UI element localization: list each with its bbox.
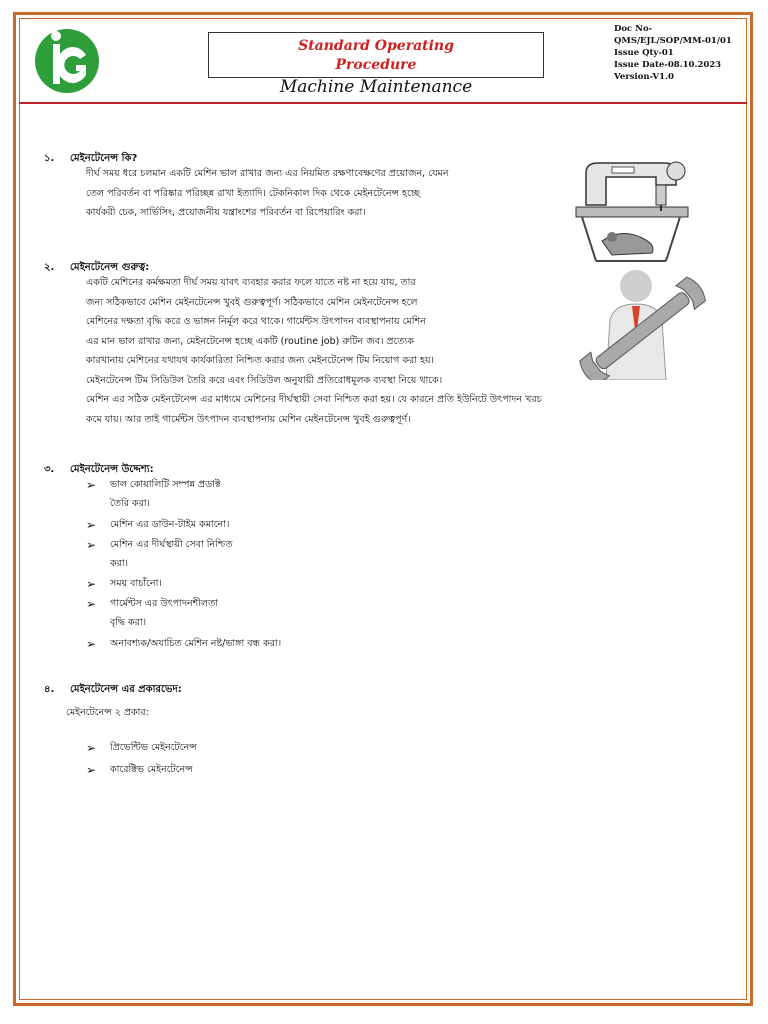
paragraph-line: একটি মেশিনের কর্মক্ষমতা দীর্ঘ সময় যাবৎ ব্যবহার করার ফলে যাতে নষ্ট না হয়ে যায়, তার — [86, 277, 416, 288]
section-title: মেইনটেনেন্স কি? — [70, 153, 138, 164]
section-3-heading — [44, 462, 154, 479]
list-item-text-continued: বৃদ্ধি করা। — [110, 617, 147, 628]
paragraph-line: জন্য সঠিকভাবে মেশিন মেইনটেনেন্স খুবই গুরুত্বপূর্ণ। সঠিকভাবে মেশিন মেইনটেনেন্স হলে — [86, 296, 418, 308]
arrow-bullet-icon: ➢ — [86, 577, 97, 591]
section-2-body — [86, 273, 616, 429]
arrow-bullet-icon: ➢ — [86, 637, 97, 651]
list-item-text: সময় বাচাঁনো। — [110, 578, 162, 589]
paragraph-line: মেইনটেনেন্স টিম সিডিউল তৈরি করে এবং সিডিউল অনুযায়ী প্রতিরোধমূলক ব্যবস্থা নিয়ে থাকে। — [86, 374, 443, 386]
arrow-bullet-icon: ➢ — [86, 597, 97, 611]
section-title: মেইনটেনেন্স এর প্রকারভেদ: — [70, 684, 182, 695]
list-item-text-continued: করা। — [110, 558, 129, 569]
issue-qty: Issue Qty-01 — [614, 48, 674, 58]
section-4-intro: মেইনটেনেন্স ২ প্রকার: — [66, 707, 149, 718]
section-title: মেইনটেনেন্স উদ্দেশ্য: — [70, 464, 154, 475]
list-item-text: কারেক্টিভ মেইনটেনেন্স — [110, 764, 193, 775]
list-item-text: মেশিন এর ডাউন-টাইম কমানো। — [110, 519, 230, 530]
title-line-1: Standard Operating — [298, 38, 454, 54]
section-title: মেইনটেনেন্স গুরুত্ব: — [70, 262, 150, 273]
list-item-text: গার্মেন্টস এর উৎপাদনশীলতা — [110, 598, 218, 609]
section-number: ২. — [44, 262, 55, 273]
paragraph-line: কমে যায়। আর তাই গার্মেন্টস উৎপাদন ব্যবস্থাপনায় মেশিন মেইনটেনেন্স খুবই গুরুত্বপূর্ণ। — [86, 413, 411, 425]
arrow-bullet-icon: ➢ — [86, 478, 97, 492]
paragraph-line: কারখানায় মেশিনের যথাযথ কার্যকারিতা নিশ্চিত করার জন্য মেইনটেনেন্স টিম নিয়োগ করা হয়। — [86, 355, 434, 366]
document-info — [614, 23, 732, 83]
paragraph-line: তেল পরিবর্তন বা পরিষ্কার পরিচ্ছন্ন রাখা ইত্যাদি। টেকনিকাল দিক থেকে মেইনটেনেন্স হচ্ছে — [86, 187, 420, 199]
paragraph-line: দীর্ঘ সময় ধরে চলমান একটি মেশিন ভাল রাখার জন্য এর নিয়মিত রক্ষণাবেক্ষণের প্রয়োজন, যেমন — [86, 168, 449, 179]
version: Version-V1.0 — [614, 72, 674, 82]
paragraph-line: মেশিন এর সঠিক মেইনটেনেন্স এর মাধ্যমে মেশিনের দীর্ঘস্থায়ী সেবা নিশ্চিত করা হয়। যে কারনে প্রতি ইউনিটে উৎপাদন খরচ — [86, 394, 542, 405]
sewing-machine-illustration — [572, 155, 690, 263]
doc-no-label: Doc No- — [614, 24, 653, 34]
list-item-text: প্রিভেন্টিভ মেইনটেনেন্স — [110, 742, 197, 753]
section-number: ৩. — [44, 464, 55, 475]
list-item-text: মেশিন এর দীর্ঘস্থায়ী সেবা নিশ্চিত — [110, 539, 233, 550]
list-item-text: অনাবশ্যক/অযাচিত মেশিন নষ্ট/ভাঙ্গা বন্ধ করা। — [110, 638, 282, 649]
list-item-text-continued: তৈরি করা। — [110, 498, 150, 509]
man-with-wrench-illustration — [566, 268, 718, 380]
arrow-bullet-icon: ➢ — [86, 741, 97, 755]
title-line-2: Procedure — [335, 57, 417, 73]
issue-date: Issue Date-08.10.2023 — [614, 60, 722, 70]
document-subtitle: Machine Maintenance — [279, 77, 473, 97]
arrow-bullet-icon: ➢ — [86, 518, 97, 532]
arrow-bullet-icon: ➢ — [86, 763, 97, 777]
header-divider — [19, 102, 747, 104]
section-number: ১. — [44, 153, 55, 164]
doc-no-value: QMS/EJL/SOP/MM-01/01 — [614, 36, 732, 46]
section-4-heading — [44, 682, 182, 699]
title-box — [208, 32, 544, 78]
list-item-text: ভাল কোয়ালিটি সম্পন্ন প্রডাক্ট — [110, 479, 221, 490]
paragraph-line: এর মান ভাল রাখার জন্য, মেইনটেনেন্স হচ্ছে একটি (routine job) রুটিন জব। প্রত্যেক — [86, 335, 414, 347]
paragraph-line: কার্যকরী চেক, সার্ভিসিং, প্রয়োজনীয় যন্ত্রাংশের পরিবর্তন বা রিপেয়ারিং করা। — [86, 207, 366, 218]
company-logo — [34, 25, 100, 95]
paragraph-line: মেশিনের দক্ষতা বৃদ্ধি করে ও ভাঙ্গন নির্মূল করে থাকে। গার্মেন্টস উৎপাদন ব্যবস্থাপনায় মেশিন — [86, 316, 426, 327]
section-1-body — [86, 164, 556, 223]
section-number: ৪. — [44, 684, 55, 695]
arrow-bullet-icon: ➢ — [86, 538, 97, 552]
